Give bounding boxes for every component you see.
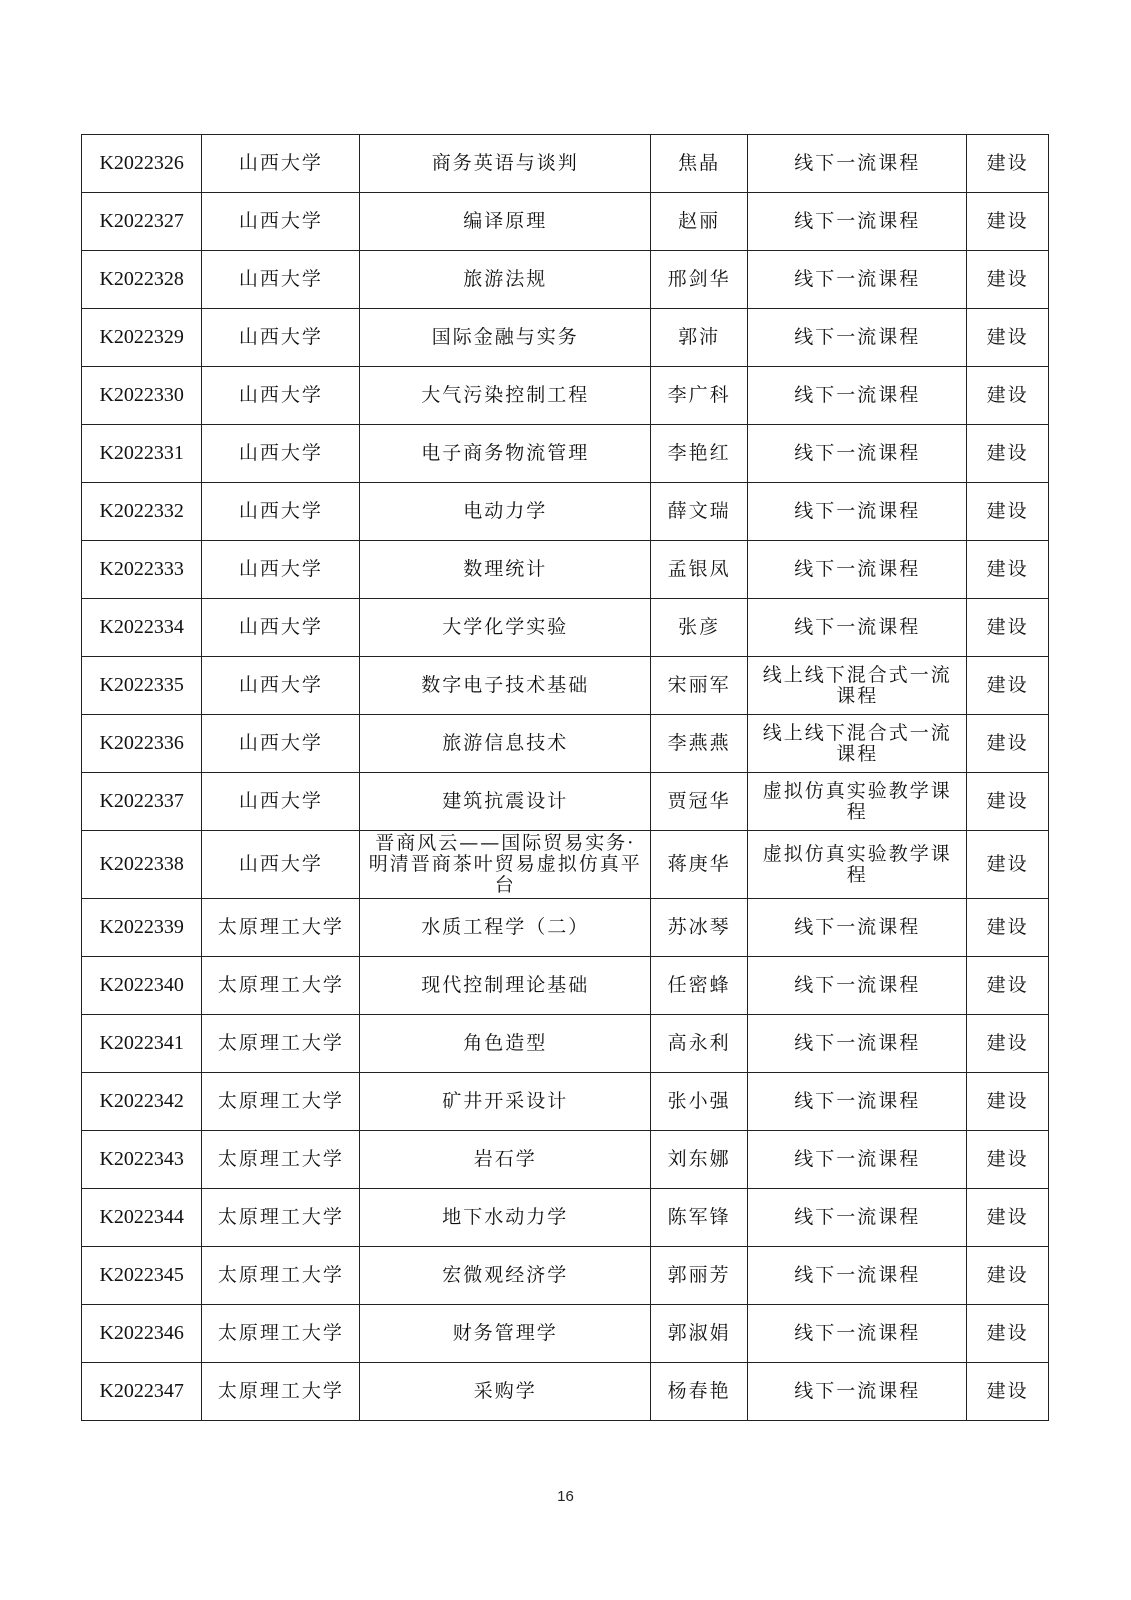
status-cell: 建设 xyxy=(967,957,1049,1015)
teacher-cell: 焦晶 xyxy=(651,135,748,193)
course-code-cell: K2022330 xyxy=(82,367,202,425)
course-name-cell: 国际金融与实务 xyxy=(360,309,651,367)
teacher-cell: 宋丽军 xyxy=(651,657,748,715)
course-name-cell: 矿井开采设计 xyxy=(360,1073,651,1131)
table-row xyxy=(82,899,1049,957)
table-row xyxy=(82,483,1049,541)
teacher-cell: 孟银凤 xyxy=(651,541,748,599)
course-name-cell: 商务英语与谈判 xyxy=(360,135,651,193)
university-cell: 太原理工大学 xyxy=(202,1189,360,1247)
course-code-cell: K2022340 xyxy=(82,957,202,1015)
course-category-cell: 线下一流课程 xyxy=(748,1363,967,1421)
course-code-cell: K2022341 xyxy=(82,1015,202,1073)
course-category-cell: 线下一流课程 xyxy=(748,1015,967,1073)
teacher-cell: 陈军锋 xyxy=(651,1189,748,1247)
teacher-cell: 贾冠华 xyxy=(651,773,748,831)
teacher-cell: 张彦 xyxy=(651,599,748,657)
course-code-cell: K2022334 xyxy=(82,599,202,657)
university-cell: 山西大学 xyxy=(202,425,360,483)
status-cell: 建设 xyxy=(967,1305,1049,1363)
table-row xyxy=(82,1305,1049,1363)
table-row xyxy=(82,309,1049,367)
status-cell: 建设 xyxy=(967,1131,1049,1189)
teacher-cell: 薛文瑞 xyxy=(651,483,748,541)
course-name-cell: 数理统计 xyxy=(360,541,651,599)
status-cell: 建设 xyxy=(967,309,1049,367)
table-row xyxy=(82,1247,1049,1305)
table-row xyxy=(82,715,1049,773)
course-code-cell: K2022338 xyxy=(82,831,202,899)
course-code-cell: K2022342 xyxy=(82,1073,202,1131)
course-category-cell: 线下一流课程 xyxy=(748,425,967,483)
teacher-cell: 郭沛 xyxy=(651,309,748,367)
course-category-cell: 线下一流课程 xyxy=(748,1131,967,1189)
course-name-cell: 角色造型 xyxy=(360,1015,651,1073)
university-cell: 太原理工大学 xyxy=(202,1363,360,1421)
course-code-cell: K2022333 xyxy=(82,541,202,599)
table-row xyxy=(82,425,1049,483)
teacher-cell: 赵丽 xyxy=(651,193,748,251)
university-cell: 太原理工大学 xyxy=(202,957,360,1015)
university-cell: 太原理工大学 xyxy=(202,1073,360,1131)
table-row xyxy=(82,657,1049,715)
course-code-cell: K2022329 xyxy=(82,309,202,367)
course-name-cell: 电动力学 xyxy=(360,483,651,541)
university-cell: 山西大学 xyxy=(202,251,360,309)
course-category-cell: 虚拟仿真实验教学课程 xyxy=(748,831,967,899)
table-row xyxy=(82,599,1049,657)
status-cell: 建设 xyxy=(967,1363,1049,1421)
course-name-cell: 采购学 xyxy=(360,1363,651,1421)
status-cell: 建设 xyxy=(967,599,1049,657)
course-code-cell: K2022335 xyxy=(82,657,202,715)
teacher-cell: 蒋庚华 xyxy=(651,831,748,899)
course-name-cell: 旅游法规 xyxy=(360,251,651,309)
university-cell: 太原理工大学 xyxy=(202,1305,360,1363)
course-category-cell: 线下一流课程 xyxy=(748,251,967,309)
course-category-cell: 线下一流课程 xyxy=(748,135,967,193)
course-category-cell: 线上线下混合式一流课程 xyxy=(748,715,967,773)
table-row xyxy=(82,541,1049,599)
status-cell: 建设 xyxy=(967,193,1049,251)
status-cell: 建设 xyxy=(967,657,1049,715)
course-name-cell: 大学化学实验 xyxy=(360,599,651,657)
table-row xyxy=(82,367,1049,425)
course-category-cell: 线下一流课程 xyxy=(748,599,967,657)
status-cell: 建设 xyxy=(967,541,1049,599)
teacher-cell: 邢剑华 xyxy=(651,251,748,309)
table-row xyxy=(82,1131,1049,1189)
course-code-cell: K2022336 xyxy=(82,715,202,773)
course-name-cell: 电子商务物流管理 xyxy=(360,425,651,483)
table-row xyxy=(82,957,1049,1015)
course-category-cell: 线下一流课程 xyxy=(748,193,967,251)
course-code-cell: K2022345 xyxy=(82,1247,202,1305)
status-cell: 建设 xyxy=(967,715,1049,773)
university-cell: 山西大学 xyxy=(202,309,360,367)
teacher-cell: 李艳红 xyxy=(651,425,748,483)
course-category-cell: 虚拟仿真实验教学课程 xyxy=(748,773,967,831)
status-cell: 建设 xyxy=(967,251,1049,309)
table-row xyxy=(82,773,1049,831)
status-cell: 建设 xyxy=(967,1015,1049,1073)
course-name-cell: 编译原理 xyxy=(360,193,651,251)
status-cell: 建设 xyxy=(967,899,1049,957)
course-name-cell: 水质工程学（二） xyxy=(360,899,651,957)
course-name-cell: 岩石学 xyxy=(360,1131,651,1189)
course-name-cell: 宏微观经济学 xyxy=(360,1247,651,1305)
course-name-cell: 财务管理学 xyxy=(360,1305,651,1363)
university-cell: 太原理工大学 xyxy=(202,1247,360,1305)
university-cell: 太原理工大学 xyxy=(202,899,360,957)
status-cell: 建设 xyxy=(967,1189,1049,1247)
course-name-cell: 旅游信息技术 xyxy=(360,715,651,773)
table-row xyxy=(82,251,1049,309)
teacher-cell: 郭淑娟 xyxy=(651,1305,748,1363)
teacher-cell: 李广科 xyxy=(651,367,748,425)
course-category-cell: 线下一流课程 xyxy=(748,1073,967,1131)
course-category-cell: 线下一流课程 xyxy=(748,483,967,541)
course-code-cell: K2022327 xyxy=(82,193,202,251)
course-code-cell: K2022332 xyxy=(82,483,202,541)
university-cell: 山西大学 xyxy=(202,773,360,831)
table-row xyxy=(82,1073,1049,1131)
course-category-cell: 线下一流课程 xyxy=(748,1189,967,1247)
teacher-cell: 任密蜂 xyxy=(651,957,748,1015)
teacher-cell: 郭丽芳 xyxy=(651,1247,748,1305)
university-cell: 山西大学 xyxy=(202,193,360,251)
university-cell: 山西大学 xyxy=(202,831,360,899)
teacher-cell: 杨春艳 xyxy=(651,1363,748,1421)
teacher-cell: 高永利 xyxy=(651,1015,748,1073)
status-cell: 建设 xyxy=(967,135,1049,193)
teacher-cell: 苏冰琴 xyxy=(651,899,748,957)
course-code-cell: K2022326 xyxy=(82,135,202,193)
course-name-cell: 现代控制理论基础 xyxy=(360,957,651,1015)
course-code-cell: K2022339 xyxy=(82,899,202,957)
university-cell: 太原理工大学 xyxy=(202,1131,360,1189)
teacher-cell: 张小强 xyxy=(651,1073,748,1131)
table-row xyxy=(82,193,1049,251)
course-name-cell: 大气污染控制工程 xyxy=(360,367,651,425)
table-row xyxy=(82,135,1049,193)
university-cell: 山西大学 xyxy=(202,657,360,715)
university-cell: 山西大学 xyxy=(202,599,360,657)
course-code-cell: K2022344 xyxy=(82,1189,202,1247)
status-cell: 建设 xyxy=(967,1073,1049,1131)
university-cell: 山西大学 xyxy=(202,367,360,425)
course-category-cell: 线下一流课程 xyxy=(748,541,967,599)
course-category-cell: 线下一流课程 xyxy=(748,957,967,1015)
university-cell: 山西大学 xyxy=(202,715,360,773)
course-category-cell: 线下一流课程 xyxy=(748,899,967,957)
course-name-cell: 数字电子技术基础 xyxy=(360,657,651,715)
university-cell: 山西大学 xyxy=(202,483,360,541)
course-code-cell: K2022343 xyxy=(82,1131,202,1189)
course-table xyxy=(81,134,1049,1421)
status-cell: 建设 xyxy=(967,483,1049,541)
course-table-body xyxy=(82,135,1049,1421)
teacher-cell: 刘东娜 xyxy=(651,1131,748,1189)
table-row xyxy=(82,1015,1049,1073)
course-name-cell: 地下水动力学 xyxy=(360,1189,651,1247)
course-code-cell: K2022337 xyxy=(82,773,202,831)
course-code-cell: K2022346 xyxy=(82,1305,202,1363)
course-code-cell: K2022347 xyxy=(82,1363,202,1421)
university-cell: 山西大学 xyxy=(202,541,360,599)
course-category-cell: 线上线下混合式一流课程 xyxy=(748,657,967,715)
university-cell: 山西大学 xyxy=(202,135,360,193)
table-row xyxy=(82,831,1049,899)
status-cell: 建设 xyxy=(967,773,1049,831)
status-cell: 建设 xyxy=(967,1247,1049,1305)
course-name-cell: 建筑抗震设计 xyxy=(360,773,651,831)
teacher-cell: 李燕燕 xyxy=(651,715,748,773)
table-row xyxy=(82,1189,1049,1247)
status-cell: 建设 xyxy=(967,425,1049,483)
course-category-cell: 线下一流课程 xyxy=(748,367,967,425)
status-cell: 建设 xyxy=(967,831,1049,899)
table-row xyxy=(82,1363,1049,1421)
course-code-cell: K2022328 xyxy=(82,251,202,309)
course-category-cell: 线下一流课程 xyxy=(748,309,967,367)
course-category-cell: 线下一流课程 xyxy=(748,1247,967,1305)
course-category-cell: 线下一流课程 xyxy=(748,1305,967,1363)
course-code-cell: K2022331 xyxy=(82,425,202,483)
university-cell: 太原理工大学 xyxy=(202,1015,360,1073)
status-cell: 建设 xyxy=(967,367,1049,425)
course-name-cell: 晋商风云——国际贸易实务·明清晋商茶叶贸易虚拟仿真平台 xyxy=(360,831,651,899)
page-number: 16 xyxy=(557,1488,574,1505)
